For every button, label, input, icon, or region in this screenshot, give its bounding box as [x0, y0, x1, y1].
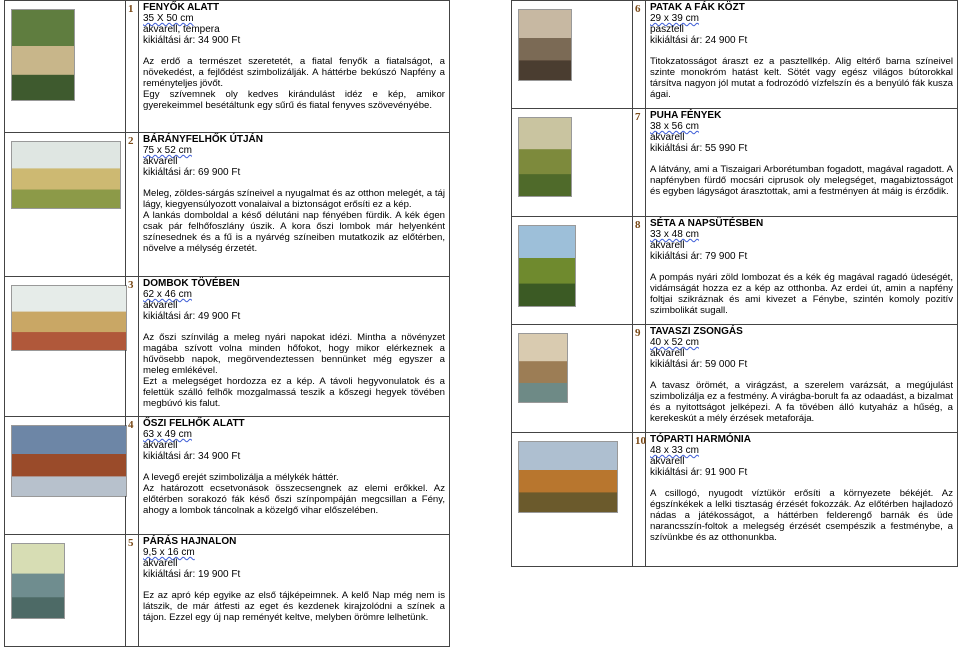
painting-title: PUHA FÉNYEK: [650, 110, 722, 121]
number-cell: [633, 217, 646, 325]
thumbnail-cell: [512, 433, 633, 567]
painting-title: TAVASZI ZSONGÁS: [650, 326, 743, 337]
starting-price: kikiáltási ár: 34 900 Ft: [143, 35, 241, 46]
description-paragraph: A lankás domboldal a késő délutáni nap fényében fürdik. A kék égen csak pár felhőfoszlány úszik. A kora őszi lombok már helyenként színesednek és a fű is a nyárvég színeiben mutatkozik az előtérben, növelve a mélység érzetét.: [143, 210, 445, 254]
item-number: 8: [635, 219, 641, 231]
details-cell: [646, 325, 958, 433]
painting-description: [143, 332, 445, 409]
painting-description: [650, 56, 953, 100]
description-paragraph: A látvány, ami a Tiszaigari Arborétumban fogadott, magával ragadott. A napfényben fürdő mocsári ciprusok oly melegséget, magabiztosságot és egyben lágyságot árasztottak, ami a festményen át máig is érződik.: [650, 164, 953, 197]
painting-thumbnail: [11, 285, 127, 351]
details-cell: [139, 417, 450, 535]
description-paragraph: Az határozott ecsetvonások összecsengnek az elemi erőkkel. Az előtérben sorakozó fák késő őszi színpompáján megcsillan a Fény, ahogy a lombok táncolnak a közelgő vihar előszelében.: [143, 483, 445, 516]
number-cell: [633, 433, 646, 567]
description-paragraph: Titokzatosságot áraszt ez a pasztellkép. Alig eltérő barna színeivel szinte monokróm hatást kelt. Sötét vagy egész világos bútorokkal társítva nagyon jól mutat a fodrozódó vízfelszín és a benyúló fák kusza ágai.: [650, 56, 953, 100]
details-cell: [139, 1, 450, 133]
starting-price: kikiáltási ár: 55 990 Ft: [650, 143, 748, 154]
painting-description: [650, 164, 953, 197]
painting-medium: akvarell: [650, 240, 685, 251]
painting-dimensions: 40 x 52 cm: [650, 337, 699, 348]
starting-price: kikiáltási ár: 24 900 Ft: [650, 35, 748, 46]
painting-dimensions: 62 x 46 cm: [143, 289, 192, 300]
description-paragraph: Ezt a melegséget hordozza ez a kép. A távoli hegyvonulatok és a felettük szálló felhők mozgalmassá teszik a kőszegi hegyek tövében megbúvó kis falut.: [143, 376, 445, 409]
catalog-row: [512, 325, 958, 433]
painting-dimensions: 38 x 56 cm: [650, 121, 699, 132]
painting-thumbnail: [518, 117, 572, 197]
description-paragraph: A tavasz örömét, a virágzást, a szerelem varázsát, a megújulást szimbolizálja ez a festmény. A virágba-borult fa az odaadást, a bizalmat és a nyitottságot jelképezi. A fa tövében álló kutyaház a hűség, a kerekeskút a mély érzések metaforája.: [650, 380, 953, 424]
catalog-row: [512, 217, 958, 325]
number-cell: [126, 535, 139, 647]
painting-dimensions: 33 x 48 cm: [650, 229, 699, 240]
painting-title: DOMBOK TÖVÉBEN: [143, 278, 240, 289]
starting-price: kikiáltási ár: 34 900 Ft: [143, 451, 241, 462]
description-paragraph: Az őszi színvilág a meleg nyári napokat idézi. Mintha a növényzet magába szívott volna minden hőfokot, hogy mikor elérkeznek a hűvösebb napok, megörvendeztessen bennünket még egyszer a meleg emlékével.: [143, 332, 445, 376]
painting-description: [143, 590, 445, 623]
painting-title: TÓPARTI HARMÓNIA: [650, 434, 751, 445]
item-number: 7: [635, 111, 641, 123]
starting-price: kikiáltási ár: 59 000 Ft: [650, 359, 748, 370]
catalog-row: [5, 277, 450, 417]
painting-description: [143, 56, 445, 111]
catalog-row: [512, 433, 958, 567]
painting-thumbnail: [11, 425, 127, 497]
item-number: 1: [128, 3, 134, 15]
number-cell: [126, 133, 139, 277]
item-number: 3: [128, 279, 134, 291]
painting-thumbnail: [518, 333, 568, 403]
thumbnail-cell: [5, 133, 126, 277]
description-paragraph: Meleg, zöldes-sárgás színeivel a nyugalmat és az otthon melegét, a táj lágy, kiegyensúlyozott vonalaival a biztonságot erősíti ez a kép.: [143, 188, 445, 210]
thumbnail-cell: [512, 325, 633, 433]
item-number: 10: [635, 435, 646, 447]
catalog-row: [5, 535, 450, 647]
painting-description: [650, 272, 953, 316]
catalog-table-left: [4, 0, 450, 647]
number-cell: [633, 109, 646, 217]
painting-description: [650, 488, 953, 543]
painting-thumbnail: [518, 225, 576, 307]
painting-thumbnail: [518, 9, 572, 81]
painting-medium: akvarell: [143, 156, 178, 167]
description-paragraph: Egy szívemnek oly kedves kirándulást idéz e kép, amikor gyerekeimmel besétáltunk egy sűrű és fiatal fenyves szövevényébe.: [143, 89, 445, 111]
catalog-column-left: [4, 0, 450, 647]
thumbnail-cell: [512, 1, 633, 109]
painting-dimensions: 35 X 50 cm: [143, 13, 194, 24]
description-paragraph: Az erdő a természet szeretetét, a fiatal fenyők a fiatalságot, a növekedést, a fejlődést szimbolizálják. A háttérbe bekúszó Napfény a reményteljes jövőt.: [143, 56, 445, 89]
starting-price: kikiáltási ár: 49 900 Ft: [143, 311, 241, 322]
painting-description: [143, 472, 445, 516]
catalog-column-right: [511, 0, 958, 567]
thumbnail-cell: [5, 417, 126, 535]
painting-medium: pasztell: [650, 24, 684, 35]
painting-medium: akvarell: [143, 440, 178, 451]
details-cell: [646, 217, 958, 325]
painting-description: [143, 188, 445, 254]
number-cell: [126, 277, 139, 417]
details-cell: [139, 133, 450, 277]
starting-price: kikiáltási ár: 91 900 Ft: [650, 467, 748, 478]
painting-dimensions: 48 x 33 cm: [650, 445, 699, 456]
painting-thumbnail: [11, 543, 65, 619]
number-cell: [633, 1, 646, 109]
painting-title: BÁRÁNYFELHŐK ÚTJÁN: [143, 134, 263, 145]
starting-price: kikiáltási ár: 19 900 Ft: [143, 569, 241, 580]
description-paragraph: A levegő erejét szimbolizálja a mélykék háttér.: [143, 472, 339, 483]
painting-title: PÁRÁS HAJNALON: [143, 536, 237, 547]
description-paragraph: A csillogó, nyugodt víztükör erősíti a környezete békéjét. Az égszínkékek a lelki tisztaság érzését fokozzák. Az előtérben hajladozó nádas a játékosságot, a háttérben felderengő barnák és üde narancsszín-foltok a melegség érzését csempészik a festménybe, a szívünkbe és az otthonunkba.: [650, 488, 953, 543]
catalog-row: [5, 417, 450, 535]
number-cell: [126, 417, 139, 535]
item-number: 2: [128, 135, 134, 147]
painting-thumbnail: [518, 441, 618, 513]
painting-medium: akvarell: [650, 348, 685, 359]
catalog-row: [512, 109, 958, 217]
painting-description: [650, 380, 953, 424]
number-cell: [633, 325, 646, 433]
painting-title: PATAK A FÁK KÖZT: [650, 2, 745, 13]
catalog-row: [512, 1, 958, 109]
details-cell: [646, 433, 958, 567]
description-paragraph: Ez az apró kép egyike az első tájképeimnek. A kelő Nap még nem is látszik, de már átfesti az eget és kezdenek kirajzolódni a színek a tájon. Ezzel egy új nap reményét keltve, melyben örömre lelhetünk.: [143, 590, 445, 623]
item-number: 5: [128, 537, 134, 549]
painting-title: SÉTA A NAPSÜTÉSBEN: [650, 218, 764, 229]
catalog-row: [5, 1, 450, 133]
starting-price: kikiáltási ár: 79 900 Ft: [650, 251, 748, 262]
painting-dimensions: 75 x 52 cm: [143, 145, 192, 156]
item-number: 4: [128, 419, 134, 431]
painting-title: ŐSZI FELHŐK ALATT: [143, 418, 245, 429]
item-number: 6: [635, 3, 641, 15]
catalog-table-right: [511, 0, 958, 567]
painting-dimensions: 9,5 x 16 cm: [143, 547, 195, 558]
thumbnail-cell: [5, 535, 126, 647]
details-cell: [139, 277, 450, 417]
item-number: 9: [635, 327, 641, 339]
starting-price: kikiáltási ár: 69 900 Ft: [143, 167, 241, 178]
painting-dimensions: 29 x 39 cm: [650, 13, 699, 24]
thumbnail-cell: [512, 109, 633, 217]
painting-thumbnail: [11, 141, 121, 209]
description-paragraph: A pompás nyári zöld lombozat és a kék ég magával ragadó üdeségét, vidámságát hozza ez a kép az otthonba. Az erdei út, amin a napfény foltjai szikráznak és ami kivezet a Fénybe, szintén komoly pozitív szimbolikát sugall.: [650, 272, 953, 316]
painting-medium: akvarell: [143, 300, 178, 311]
painting-medium: akvarell, tempera: [143, 24, 220, 35]
details-cell: [646, 1, 958, 109]
number-cell: [126, 1, 139, 133]
thumbnail-cell: [5, 277, 126, 417]
painting-title: FENYŐK ALATT: [143, 2, 220, 13]
painting-medium: akvarell: [143, 558, 178, 569]
catalog-row: [5, 133, 450, 277]
painting-thumbnail: [11, 9, 75, 101]
painting-dimensions: 63 x 49 cm: [143, 429, 192, 440]
painting-medium: akvarell: [650, 456, 685, 467]
thumbnail-cell: [512, 217, 633, 325]
details-cell: [646, 109, 958, 217]
details-cell: [139, 535, 450, 647]
painting-medium: akvarell: [650, 132, 685, 143]
thumbnail-cell: [5, 1, 126, 133]
